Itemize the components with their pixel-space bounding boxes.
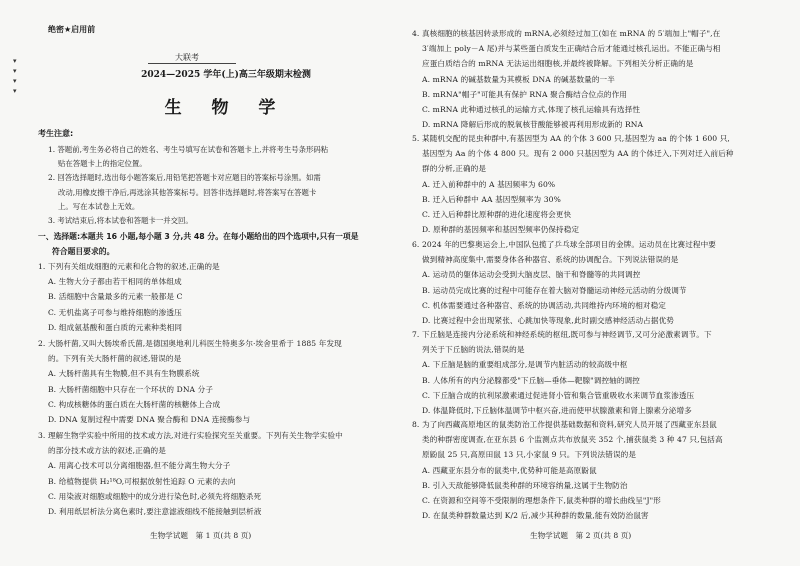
question-stem: 应蛋白质结合的 mRNA 无法运出细胞核,并最终被降解。下列相关分析正确的是 (422, 59, 694, 69)
question-2 (38, 336, 394, 427)
question-option: C. 迁入后种群比原种群的进化速度将会更快 (422, 210, 572, 220)
question-stem: 6. 2024 年的巴黎奥运会上,中国队包揽了乒乓球全部项目的金牌。运动员在比赛过程中要 (412, 240, 716, 249)
question-option: A. 用离心技术可以分离细胞器,但不能分离生物大分子 (48, 461, 231, 471)
question-option: D. DNA 复制过程中需要 DNA 聚合酶和 DNA 连接酶参与 (48, 415, 251, 425)
question-option: C. 在资源和空间等不受限制的理想条件下,鼠类种群的增长曲线呈"J"形 (422, 496, 661, 506)
brand-label: 大联考 (175, 53, 199, 62)
question-1 (38, 259, 394, 335)
page-footer-left: 生物学试题 第 1 页(共 8 页) (150, 531, 252, 540)
question-option: D. 比赛过程中会出现紧张、心跳加快等现象,此时副交感神经活动占据优势 (422, 316, 674, 326)
question-option: A. 运动员的躯体运动会受到大脑皮层、脑干和脊髓等的共同调控 (422, 270, 641, 280)
question-3 (38, 428, 394, 519)
question-stem: 8. 为了向西藏高原地区的鼠类防治工作提供基础数据和资料,研究人员开展了西藏亚东县鼠 (412, 420, 717, 429)
question-option: A. 生物大分子都由若干相同的单体组成 (48, 277, 182, 287)
question-stem: 1. 下列有关组成细胞的元素和化合物的叙述,正确的是 (38, 262, 220, 271)
question-option: B. mRNA"帽子"可能具有保护 RNA 聚合酶结合位点的作用 (422, 89, 627, 99)
question-option: B. 引入天敌能够降低鼠类种群的环境容纳量,这属于生物防治 (422, 480, 628, 490)
question-option: B. 大肠杆菌细胞中只存在一个环状的 DNA 分子 (48, 384, 214, 394)
exam-notes (48, 143, 392, 228)
question-4 (412, 26, 772, 132)
note-line: 改动,用橡皮擦干净后,再选涂其他答案标号。回答非选择题时,将答案写在答题卡 (58, 187, 317, 197)
question-stem: 列关于下丘脑的说法,错误的是 (422, 345, 525, 355)
exam-title: 2024—2025 学年(上)高三年级期末检测 (141, 70, 311, 80)
question-option: D. 体温降低时,下丘脑体温调节中枢兴奋,进而使甲状腺激素和肾上腺素分泌增多 (422, 406, 692, 416)
note-line: 上。写在本试卷上无效。 (58, 201, 140, 211)
question-option: D. 利用纸层析法分离色素时,要注意滤液细线不能接触到层析液 (48, 507, 262, 517)
note-line: 1. 答题前,考生务必将自己的姓名、考生号填写在试卷和答题卡上,并将考生号条形码粘 (48, 145, 329, 154)
question-option: B. 迁入后种群中 AA 基因型频率为 30% (422, 194, 561, 204)
question-7 (412, 327, 772, 418)
subject-title: 生 物 学 (164, 98, 288, 118)
question-stem: 5. 某随机交配的昆虫种群中,有基因型为 AA 的个体 3 600 只,基因型为 aa 的个体 1 600 只, (412, 134, 730, 143)
question-stem: 类的种群密度调查,在亚东县 6 个监测点共布放鼠夹 352 个,捕获鼠类 3 种 47 只,包括高 (422, 435, 723, 445)
question-stem: 4. 真核细胞的核基因转录形成的 mRNA,必须经过加工(如在 mRNA 的 5′端加上"帽子",在 (412, 29, 721, 38)
question-option: A. 下丘脑是脑的重要组成部分,是调节内脏活动的较高级中枢 (422, 360, 628, 370)
question-stem: 的部分技术或方法的叙述,正确的是 (48, 446, 166, 456)
question-option: B. 活细胞中含量最多的元素一般都是 C (48, 292, 183, 302)
question-option: C. 用染液对细胞或细胞中的成分进行染色时,必须先将细胞杀死 (48, 491, 262, 501)
question-stem: 群的分析,正确的是 (422, 164, 487, 174)
question-option: D. mRNA 降解后形成的脱氧核苷酸能够被再利用形成新的 RNA (422, 120, 644, 130)
note-line: 2. 回答选择题时,选出每小题答案后,用铅笔把答题卡对应题目的答案标号涂黑。如需 (48, 173, 321, 183)
question-option: C. 机体需要通过各种器官、系统的协调活动,共同维持内环境的相对稳定 (422, 300, 666, 310)
question-option: D. 组成氨基酸和蛋白质的元素种类相同 (48, 322, 183, 332)
question-option: C. 下丘脑合成的抗利尿激素通过促进肾小管和集合管重吸收水来调节血浆渗透压 (422, 390, 695, 400)
question-stem: 做到精神高度集中,需要身体各种器官、系统的协调配合。下列说法错误的是 (422, 255, 679, 265)
question-option: A. 迁入前种群中的 A 基因频率为 60% (422, 179, 556, 189)
notes-heading: 考生注意: (38, 129, 74, 138)
page-footer-right: 生物学试题 第 2 页(共 8 页) (530, 531, 632, 540)
question-option: C. mRNA 此种通过核孔的运输方式,体现了核孔运输具有选择性 (422, 105, 641, 115)
question-option: D. 原种群的基因频率和基因型频率仍保持稳定 (422, 225, 580, 235)
question-stem: 基因型为 Aa 的个体 4 800 只。现有 2 000 只基因型为 AA 的个体迁入,下列对迁入前后种 (422, 149, 734, 159)
question-option: C. 构成核糖体的蛋白质在大肠杆菌的核糖体上合成 (48, 399, 221, 409)
question-option: A. 大肠杆菌具有生物膜,但不具有生物膜系统 (48, 369, 200, 379)
question-stem: 7. 下丘脑是连接内分泌系统和神经系统的枢纽,既可参与神经调节,又可分泌激素调节。下 (412, 330, 712, 339)
note-line: 3. 考试结束后,将本试卷和答题卡一并交回。 (48, 216, 193, 226)
question-option: D. 在鼠类种群数量达到 K/2 后,减少其种群的数量,能有效防治鼠害 (422, 511, 649, 521)
question-option: A. 西藏亚东县分布的鼠类中,优势种可能是高原鼢鼠 (422, 465, 597, 475)
question-option: C. 无机盐离子可参与维持细胞的渗透压 (48, 307, 182, 317)
brand-underline (148, 63, 236, 64)
question-option: B. 人体所有的内分泌腺都受"下丘脑—垂体—靶腺"调控轴的调控 (422, 375, 640, 385)
section-heading: 一、选择题:本题共 16 小题,每小题 3 分,共 48 分。在每小题给出的四个选项中,只有一项是 符合题目要求的。 (38, 232, 359, 256)
question-stem: 原鼢鼠 25 只,高原田鼠 13 只,小家鼠 9 只。下列说法错误的是 (422, 450, 637, 460)
question-5 (412, 131, 772, 237)
note-line: 贴在答题卡上的指定位置。 (58, 159, 147, 169)
binding-margin-marks: ▾ ▾ ▾ ▾ (13, 57, 17, 95)
question-8 (412, 417, 772, 523)
question-option: B. 运动员完成比赛的过程中可能存在着大脑对脊髓运动神经元活动的分级调节 (422, 285, 687, 295)
question-stem: 3′端加上 poly－A 尾)并与某些蛋白质发生正确结合后才能通过核孔运出。不能正确与相 (422, 44, 721, 54)
confidential-mark: 绝密★启用前 (48, 25, 96, 34)
question-option: A. mRNA 的碱基数量为其模板 DNA 的碱基数量的一半 (422, 74, 615, 84)
question-option: B. 给植物提供 H₂¹⁸O,可根据放射性追踪 O 元素的去向 (48, 476, 236, 486)
question-6 (412, 237, 772, 328)
question-stem: 2. 大肠杆菌,又叫大肠埃希氏菌,是德国奥地利儿科医生特奥多尔·埃舍里希于 1885 年发现 (38, 339, 342, 348)
question-stem: 的。下列有关大肠杆菌的叙述,错误的是 (48, 354, 182, 364)
question-stem: 3. 理解生物学实验中所用的技术或方法,对进行实验探究至关重要。下列有关生物学实验中 (38, 431, 343, 440)
